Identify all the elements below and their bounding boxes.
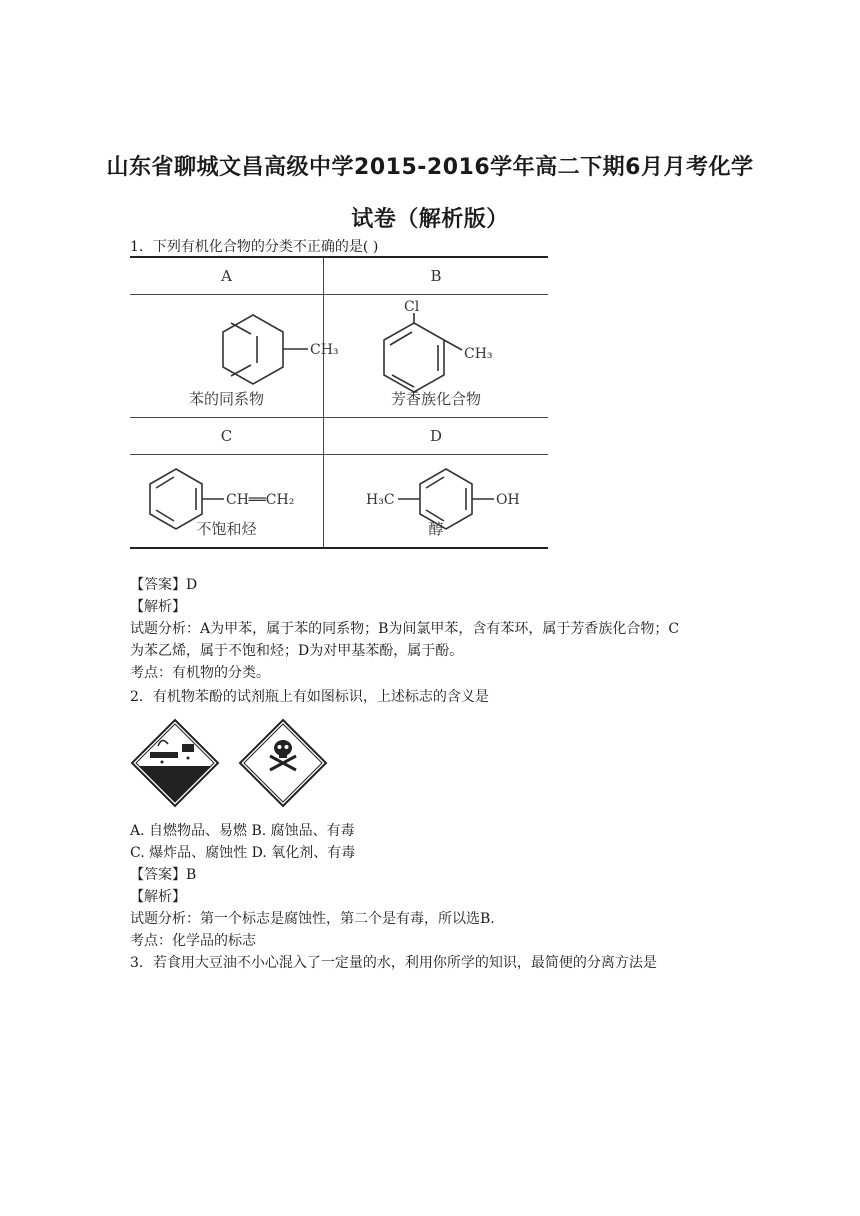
header-c: C bbox=[130, 418, 324, 455]
caption-d: 醇 bbox=[428, 520, 444, 538]
q1-point: 考点：有机物的分类。 bbox=[130, 665, 270, 681]
q2-option-line1: A. 自燃物品、易燃 B. 腐蚀品、有毒 bbox=[130, 823, 355, 839]
q1-analysis-label: 【解析】 bbox=[130, 599, 186, 615]
methyl-group: CH₃ bbox=[464, 346, 493, 362]
caption-a: 苯的同系物 bbox=[188, 390, 264, 408]
q2-analysis: 试题分析：第一个标志是腐蚀性，第二个是有毒，所以选B. bbox=[130, 911, 495, 927]
caption-b: 芳香族化合物 bbox=[390, 390, 481, 408]
chloro-group: Cl bbox=[404, 299, 420, 315]
page-title-line1: 山东省聊城文昌高级中学2015-2016学年高二下期6月月考化学 bbox=[106, 155, 754, 180]
header-b: B bbox=[324, 257, 549, 295]
vinyl-group: CH══CH₂ bbox=[226, 492, 295, 508]
toluene-group: CH₃ bbox=[310, 342, 339, 358]
q1-stem: 1．下列有机化合物的分类不正确的是( ) bbox=[130, 239, 379, 255]
cell-d bbox=[324, 455, 549, 549]
q2-stem: 2．有机物苯酚的试剂瓶上有如图标识，上述标志的含义是 bbox=[130, 689, 489, 705]
cell-b bbox=[324, 295, 549, 418]
q2-analysis-label: 【解析】 bbox=[130, 889, 186, 905]
hydroxyl-group: OH bbox=[496, 492, 520, 508]
q1-answer: 【答案】D bbox=[130, 577, 198, 593]
cell-a bbox=[130, 295, 339, 418]
q3-stem: 3．若食用大豆油不小心混入了一定量的水，利用你所学的知识，最简便的分离方法是 bbox=[130, 955, 657, 971]
toxic-skull-icon bbox=[238, 718, 328, 808]
q1-analysis-line2: 为苯乙烯，属于不饱和烃；D为对甲基苯酚，属于酚。 bbox=[130, 643, 464, 659]
header-d: D bbox=[324, 418, 549, 455]
methyl-left: H₃C bbox=[366, 492, 395, 508]
caption-c: 不饱和烃 bbox=[196, 520, 257, 538]
q2-option-line2: C. 爆炸品、腐蚀性 D. 氧化剂、有毒 bbox=[130, 845, 356, 861]
q2-point: 考点：化学品的标志 bbox=[130, 933, 256, 949]
page-title-line2: 试卷（解析版） bbox=[351, 207, 509, 232]
q1-analysis-line1: 试题分析：A为甲苯，属于苯的同系物；B为间氯甲苯，含有苯环，属于芳香族化合物；C bbox=[130, 621, 680, 637]
corrosive-icon bbox=[130, 718, 220, 808]
q1-classification-table bbox=[130, 256, 548, 549]
header-a: A bbox=[221, 267, 232, 285]
cell-c bbox=[130, 455, 324, 549]
q2-answer: 【答案】B bbox=[130, 867, 197, 883]
